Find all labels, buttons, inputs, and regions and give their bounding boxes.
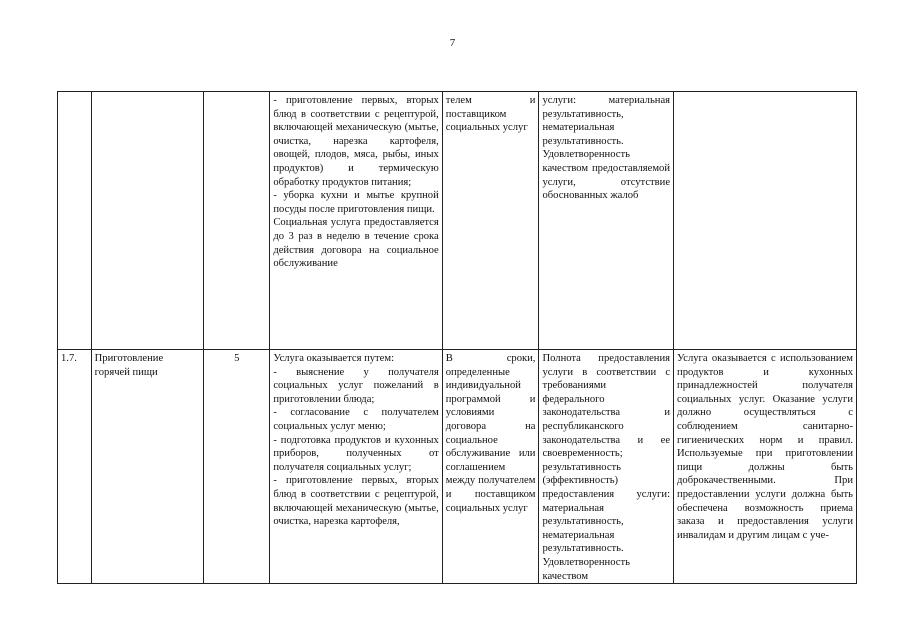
cell-paragraph: Социальная услуга предоставляется до 3 раз в неделю в течение срока действия договора на социальное обслуживание [273, 217, 439, 270]
cell-paragraph: - подготовка продуктов и кухонных приборов, полученных от получателя социальных услуг; [273, 434, 439, 473]
cell-paragraph: - приготовление первых, вторых блюд в соответствии с рецептурой, включающей механическую (мытье, очистка, нарезка картофеля, [273, 475, 439, 528]
page-number: 7 [449, 37, 456, 49]
services-table [57, 91, 857, 584]
cell-service-name: Приготовление горячей пищи [91, 350, 203, 584]
cell-conditions [674, 92, 857, 350]
cell-conditions: Услуга оказывается с использованием продуктов и кухонных принадлежностей получателя социальных услуг. Оказание услуги должно осуществляться с соблюдением санитарно-гигиенических норм и правил. Используемые при приготовлении пищи должны быть доброкачественными. При предоставлении услуги должна быть обеспечена возможность приема заказа и предоставления услуги инвалидам и другим лицам с уче- [674, 350, 857, 584]
cell-term: В сроки, определенные индивидуальной программой и условиями договора на социальное обслуживание или соглашением между получателем и поставщиком социальных услуг [442, 350, 539, 584]
cell-paragraph: Услуга оказывается путем: [273, 353, 395, 364]
cell-paragraph: - приготовление первых, вторых блюд в соответствии с рецептурой, включающей механическую (мытье, очистка, нарезка картофеля, овощей, плодов, мяса, рыбы, иных продуктов) и термическую обработку продуктов питания; [273, 95, 439, 188]
table-row [58, 92, 857, 350]
cell-paragraph: - согласование с получателем социальных услуг меню; [273, 407, 439, 432]
table-row [58, 350, 857, 584]
cell-volume: 5 [204, 350, 270, 584]
cell-volume [204, 92, 270, 350]
cell-term: телем и поставщиком социальных услуг [442, 92, 539, 350]
cell-number [58, 92, 92, 350]
cell-service-name [91, 92, 203, 350]
cell-description [270, 92, 442, 350]
cell-number: 1.7. [58, 350, 92, 584]
cell-description [270, 350, 442, 584]
cell-paragraph: - уборка кухни и мытье крупной посуды после приготовления пищи. [273, 190, 439, 215]
cell-indicators: услуги: материальная результативность, нематериальная результативность. Удовлетворенность качеством предоставляемой услуги, отсутствие обоснованных жалоб [539, 92, 674, 350]
cell-indicators: Полнота предоставления услуги в соответствии с требованиями федерального законодательства и республиканского законодательства и ее своевременность; результативность (эффективность) предоставления услуги: материальная результативность, нематериальная результативность. Удовлетворенность качеством [539, 350, 674, 584]
cell-paragraph: - выяснение у получателя социальных услуг пожеланий в приготовлении блюда; [273, 366, 439, 405]
